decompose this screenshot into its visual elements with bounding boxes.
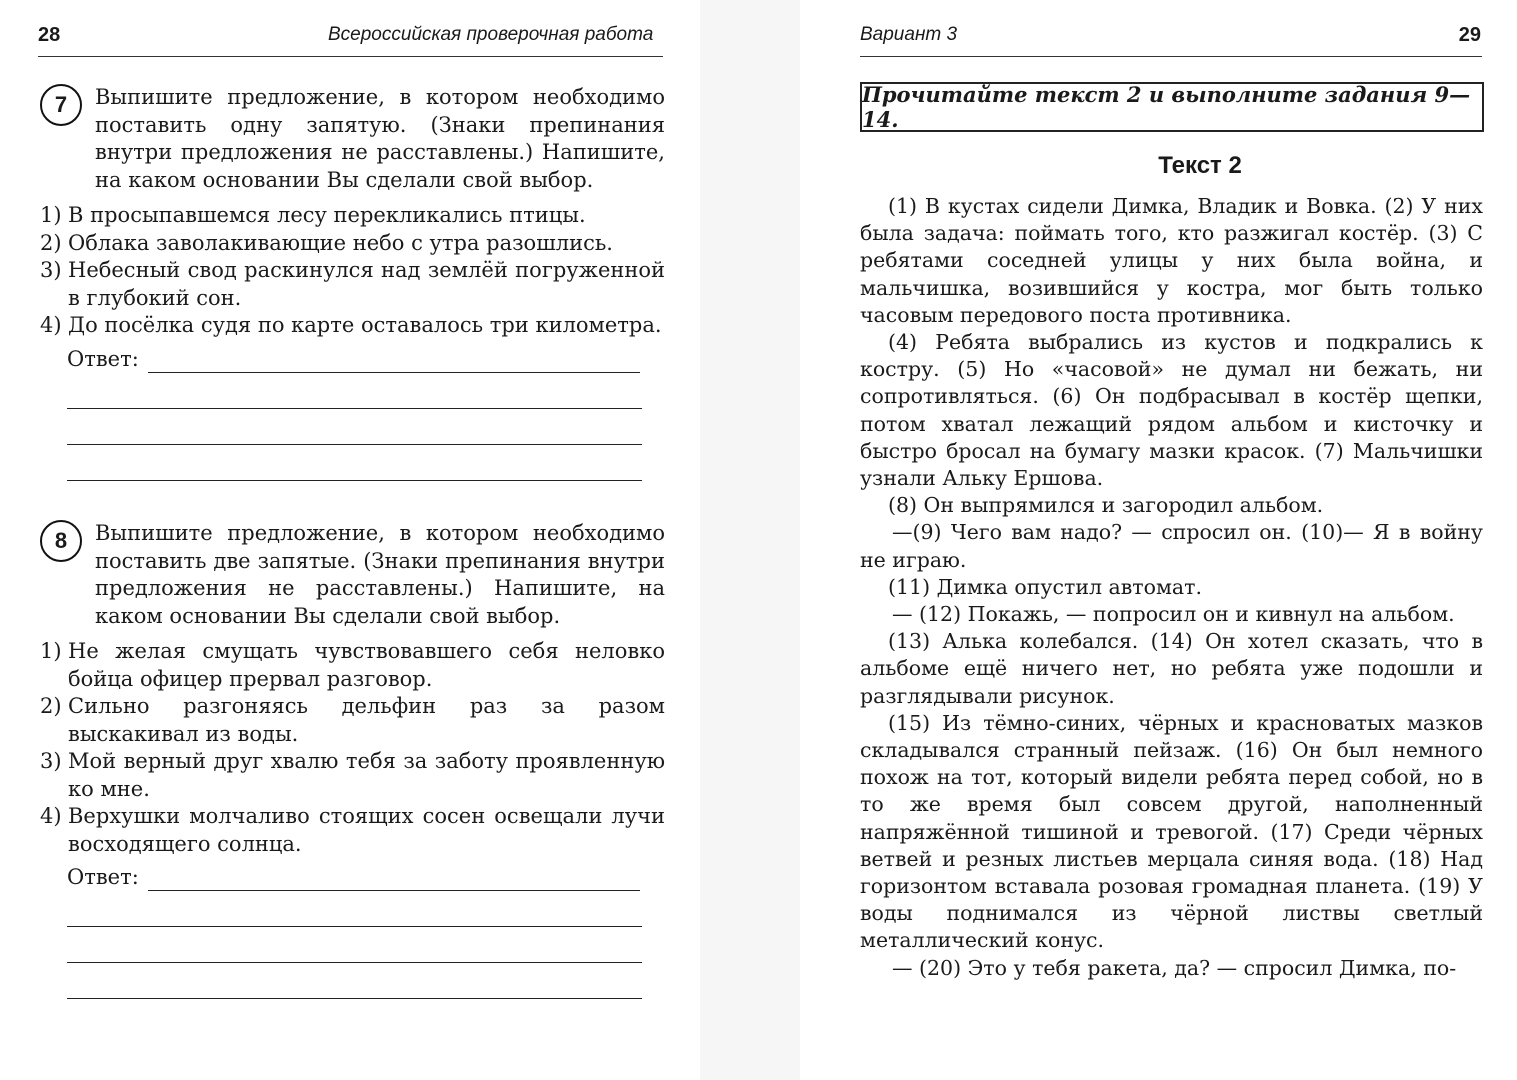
answer-label: Ответ: bbox=[67, 865, 139, 889]
paragraph: —(9) Чего вам надо? — спросил он. (10)— Я в войну не играю. bbox=[860, 520, 1483, 572]
paragraph: (15) Из тёмно-синих, чёрных и красноватых мазков складывался странный пейзаж. (16) Он был немного похож на тот, который видели ребята перед собой, но в то же время был совсем другой, наполненный напряжённой тишиной и тревогой. (17) Среди чёрных ветвей и резных листьев мерцала синяя вода. (18) Над горизонтом вставала розовая громадная планета. (19) У воды поднимался из чёрной листвы светлый металлический конус. bbox=[860, 710, 1483, 953]
task-7 bbox=[40, 84, 665, 484]
instruction-box: Прочитайте текст 2 и выполните задания 9—14. bbox=[860, 82, 1484, 132]
task-number-badge: 7 bbox=[40, 84, 82, 126]
option: 1) В просыпавшемся лесу перекликались птицы. bbox=[40, 203, 586, 227]
option: 3) Небесный свод раскинулся над землёй погруженной в глубокий сон. bbox=[40, 258, 665, 310]
paragraph: (11) Димка опустил автомат. bbox=[888, 574, 1202, 599]
left-page bbox=[0, 0, 700, 1080]
answer-line[interactable] bbox=[67, 480, 642, 481]
option: 4) Верхушки молчаливо стоящих сосен освещали лучи восходящего солнца. bbox=[40, 804, 665, 856]
page-number: 29 bbox=[1458, 24, 1481, 46]
header-rule bbox=[860, 56, 1482, 57]
paragraph: (8) Он выпрямился и загородил альбом. bbox=[888, 493, 1324, 518]
answer-line[interactable] bbox=[148, 890, 640, 891]
reading-text bbox=[860, 193, 1483, 982]
right-page bbox=[800, 0, 1517, 1080]
running-title: Вариант 3 bbox=[860, 24, 958, 45]
options-list bbox=[40, 638, 665, 858]
option: 1) Не желая смущать чувствовавшего себя неловко бойца офицер прервал разговор. bbox=[40, 639, 665, 691]
answer-line[interactable] bbox=[67, 926, 642, 927]
task-prompt: Выпишите предложение, в котором необходимо поставить одну запятую. (Знаки препинания внутри предложения не расставлены.) Напишите, на каком основании Вы сделали свой выбор. bbox=[95, 85, 665, 192]
paragraph: (4) Ребята выбрались из кустов и подкрались к костру. (5) Но «часовой» не думал ни бежать, ни сопротивляться. (6) Он подбрасывал в костёр щепки, потом хватал лежащий рядом альбом и кисточку и быстро бросал на бумагу мазки красок. (7) Мальчишки узнали Альку Ершова. bbox=[860, 330, 1483, 491]
answer-line[interactable] bbox=[67, 444, 642, 445]
answer-label: Ответ: bbox=[67, 347, 139, 371]
answer-line[interactable] bbox=[67, 998, 642, 999]
option: 4) До посёлка судя по карте оставалось три километра. bbox=[40, 313, 662, 337]
paragraph: — (12) Покажь, — попросил он и кивнул на альбом. bbox=[892, 602, 1455, 627]
answer-line[interactable] bbox=[67, 408, 642, 409]
paragraph: (1) В кустах сидели Димка, Владик и Вовка. (2) У них была задача: поймать того, кто разжигал костёр. (3) С ребятами соседней улицы у них была война, и мальчишка, возившийся у костра, мог быть только часовым передового поста противника. bbox=[860, 194, 1483, 327]
paragraph: (13) Алька колебался. (14) Он хотел сказать, что в альбоме ещё ничего нет, но ребята уже подошли и разглядывали рисунок. bbox=[860, 629, 1483, 708]
task-prompt: Выпишите предложение, в котором необходимо поставить две запятые. (Знаки препинания внутри предложения не расставлены.) Напишите, на каком основании Вы сделали свой выбор. bbox=[95, 521, 665, 628]
task-8 bbox=[40, 520, 665, 1010]
header-rule bbox=[38, 56, 663, 57]
answer-line[interactable] bbox=[148, 372, 640, 373]
book-gutter bbox=[700, 0, 800, 1080]
running-title: Всероссийская проверочная работа bbox=[328, 24, 654, 45]
paragraph: — (20) Это у тебя ракета, да? — спросил Димка, по- bbox=[892, 955, 1457, 980]
answer-line[interactable] bbox=[67, 962, 642, 963]
option: 2) Облака заволакивающие небо с утра разошлись. bbox=[40, 230, 613, 255]
task-number-badge: 8 bbox=[40, 520, 82, 562]
options-list bbox=[40, 202, 665, 340]
page-number: 28 bbox=[38, 24, 61, 46]
text-title: Текст 2 bbox=[1158, 152, 1242, 179]
option: 3) Мой верный друг хвалю тебя за заботу проявленную ко мне. bbox=[40, 749, 665, 801]
option: 2) Сильно разгоняясь дельфин раз за разом выскакивал из воды. bbox=[40, 694, 665, 746]
